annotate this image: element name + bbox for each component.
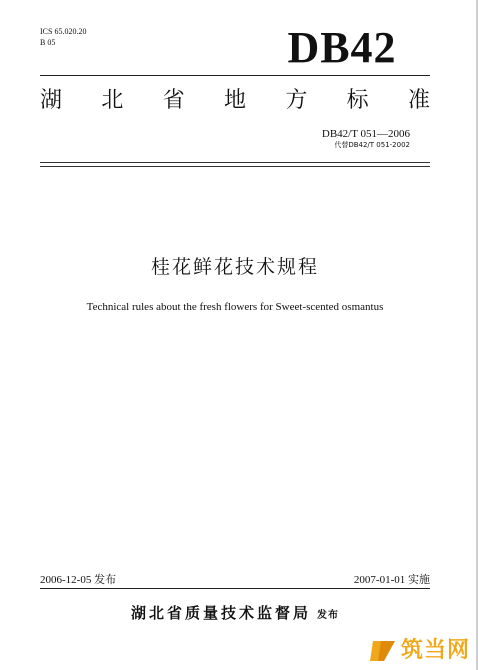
watermark-text: 筑当网 xyxy=(400,638,470,663)
publisher-line xyxy=(40,603,430,626)
ics-code: ICS 65.020.20 xyxy=(40,27,87,36)
publisher-name: 湖北省质量技术监督局 xyxy=(130,604,311,622)
replaces-note: 代替DB42/T 051-2002 xyxy=(334,141,410,149)
standard-type-char: 地 xyxy=(223,88,246,113)
watermark xyxy=(367,638,470,664)
standard-type-char: 方 xyxy=(285,88,308,113)
issue-date: 2006-12-05 发布 xyxy=(40,574,117,586)
document-title-english: Technical rules about the fresh flowers for Sweet-scented osmantus xyxy=(86,301,384,313)
standard-type-heading xyxy=(40,88,430,114)
standard-number: DB42/T 051—2006 xyxy=(321,128,410,140)
top-rule xyxy=(40,75,430,76)
standard-type-char: 准 xyxy=(407,88,430,113)
standard-type-char: 湖 xyxy=(40,88,63,113)
document-title-chinese: 桂花鲜花技术规程 xyxy=(150,256,319,278)
publisher-suffix: 发布 xyxy=(317,610,339,621)
standard-type-char: 标 xyxy=(346,88,369,113)
implementation-date: 2007-01-01 实施 xyxy=(353,574,430,586)
zhudang-logo-icon xyxy=(367,638,397,664)
double-rule xyxy=(40,162,430,167)
bottom-rule xyxy=(40,588,430,589)
standard-type-char: 北 xyxy=(101,88,124,113)
classification-code: B 05 xyxy=(40,38,56,47)
standard-type-char: 省 xyxy=(162,88,185,113)
standard-badge: DB42 xyxy=(287,23,397,72)
